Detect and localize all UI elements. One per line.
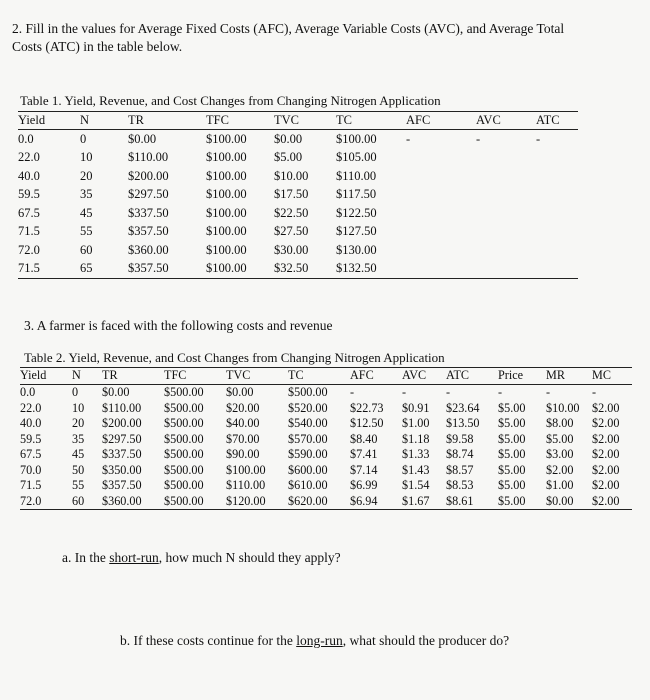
table-cell: 65 xyxy=(80,261,93,276)
table-cell: - xyxy=(592,385,597,400)
table-cell: $1.54 xyxy=(402,478,430,493)
table-cell: $17.50 xyxy=(274,187,309,202)
table-cell: $100.00 xyxy=(206,187,247,202)
table-cell xyxy=(406,149,476,168)
table-cell: $8.53 xyxy=(446,478,474,493)
table-cell: 67.5 xyxy=(20,447,42,462)
t1-header-tc: TC xyxy=(336,112,352,127)
question-b xyxy=(120,632,509,650)
table-cell: $127.50 xyxy=(336,224,377,239)
table-cell: $100.00 xyxy=(206,131,247,146)
table-cell xyxy=(536,241,578,260)
table-cell: $70.00 xyxy=(226,431,260,446)
table-cell: $500.00 xyxy=(164,478,204,493)
question-3: 3. A farmer is faced with the following costs and revenue xyxy=(24,318,333,333)
table-cell: $132.50 xyxy=(336,261,377,276)
t2-header-n: N xyxy=(72,368,81,382)
table-row xyxy=(18,130,578,149)
table-cell: $200.00 xyxy=(102,416,142,431)
table-cell: $0.00 xyxy=(274,131,303,146)
t2-header-mr: MR xyxy=(546,368,565,382)
table-cell xyxy=(406,260,476,279)
table-cell: $110.00 xyxy=(128,150,169,165)
table-cell: $122.50 xyxy=(336,205,377,220)
table-cell: $500.00 xyxy=(164,447,204,462)
table-row xyxy=(20,478,632,494)
table-cell xyxy=(536,260,578,279)
table-cell: 10 xyxy=(72,400,85,415)
table-cell xyxy=(406,167,476,186)
table-cell: $5.00 xyxy=(546,431,574,446)
t1-header-tr: TR xyxy=(128,112,144,127)
table-cell: $0.00 xyxy=(226,385,254,400)
table-cell: $90.00 xyxy=(226,447,260,462)
table-cell xyxy=(476,260,536,279)
table-cell: 59.5 xyxy=(18,187,40,202)
table-cell: $22.73 xyxy=(350,400,384,415)
table-cell xyxy=(406,186,476,205)
table-row xyxy=(20,447,632,463)
table-cell: $32.50 xyxy=(274,261,309,276)
t2-header-yield: Yield xyxy=(20,368,47,382)
table-cell: $357.50 xyxy=(102,478,142,493)
t1-header-n: N xyxy=(80,112,90,127)
table-cell xyxy=(406,223,476,242)
table-cell: $6.94 xyxy=(350,493,378,508)
table-cell xyxy=(476,167,536,186)
table-cell: $10.00 xyxy=(546,400,580,415)
table-cell: $3.00 xyxy=(546,447,574,462)
table-cell xyxy=(476,241,536,260)
table-row xyxy=(20,401,632,417)
table-cell: $13.50 xyxy=(446,416,480,431)
table-cell: $100.00 xyxy=(336,131,377,146)
table-1 xyxy=(18,111,578,279)
table-2-header-row xyxy=(20,368,632,385)
question-2-line-2: Costs (ATC) in the table below. xyxy=(12,39,183,54)
table-cell: 55 xyxy=(72,478,85,493)
table-cell xyxy=(476,149,536,168)
question-b-prefix: b. If these costs continue for the xyxy=(120,633,297,648)
table-cell: - xyxy=(498,385,503,400)
table-row xyxy=(20,385,632,401)
table-cell: 20 xyxy=(80,168,93,183)
table-cell: $5.00 xyxy=(498,400,526,415)
table-cell: $22.50 xyxy=(274,205,309,220)
t1-header-tfc: TFC xyxy=(206,112,229,127)
table-cell: $100.00 xyxy=(206,224,247,239)
table-cell: $0.00 xyxy=(128,131,157,146)
table-cell: - xyxy=(476,131,481,146)
table-cell: 22.0 xyxy=(20,400,42,415)
table-cell: $200.00 xyxy=(128,168,169,183)
table-row xyxy=(20,463,632,479)
table-cell: $8.61 xyxy=(446,493,474,508)
table-cell: 10 xyxy=(80,150,93,165)
table-1-body xyxy=(18,130,578,279)
table-cell: 59.5 xyxy=(20,431,42,446)
table-cell: 67.5 xyxy=(18,205,40,220)
table-row xyxy=(20,416,632,432)
table-cell: $540.00 xyxy=(288,416,328,431)
table-cell: $7.41 xyxy=(350,447,378,462)
table-cell: $2.00 xyxy=(592,431,620,446)
table-cell: $12.50 xyxy=(350,416,384,431)
table-cell: $297.50 xyxy=(128,187,169,202)
question-a-suffix: , how much N should they apply? xyxy=(158,550,341,565)
table-1-caption: Table 1. Yield, Revenue, and Cost Changes from Changing Nitrogen Application xyxy=(20,93,441,108)
table-cell: $130.00 xyxy=(336,242,377,257)
table-cell: $1.00 xyxy=(402,416,430,431)
t1-header-afc: AFC xyxy=(406,112,431,127)
question-b-term: long-run xyxy=(296,633,343,648)
table-cell: 40.0 xyxy=(20,416,42,431)
table-cell: 40.0 xyxy=(18,168,40,183)
table-cell: - xyxy=(350,385,355,400)
table-cell: $1.33 xyxy=(402,447,430,462)
table-cell: - xyxy=(546,385,551,400)
table-cell: $570.00 xyxy=(288,431,328,446)
table-cell: $6.99 xyxy=(350,478,378,493)
table-cell: 45 xyxy=(72,447,85,462)
table-cell: $350.00 xyxy=(102,462,142,477)
table-cell: $5.00 xyxy=(498,416,526,431)
table-cell: $500.00 xyxy=(164,431,204,446)
table-cell: 35 xyxy=(80,187,93,202)
table-cell: $2.00 xyxy=(592,416,620,431)
table-cell: $100.00 xyxy=(226,462,266,477)
table-cell: $110.00 xyxy=(336,168,377,183)
table-cell: $1.18 xyxy=(402,431,430,446)
table-cell xyxy=(536,149,578,168)
table-cell: $5.00 xyxy=(498,447,526,462)
table-cell: 55 xyxy=(80,224,93,239)
table-cell: 60 xyxy=(80,242,93,257)
table-row xyxy=(18,241,578,260)
table-cell: $357.50 xyxy=(128,261,169,276)
table-cell: $117.50 xyxy=(336,187,377,202)
t1-header-yield: Yield xyxy=(18,112,46,127)
table-cell: - xyxy=(536,131,541,146)
table-cell: $100.00 xyxy=(206,205,247,220)
table-cell: $23.64 xyxy=(446,400,480,415)
table-cell: $2.00 xyxy=(592,462,620,477)
table-cell: 60 xyxy=(72,493,85,508)
t2-header-price: Price xyxy=(498,368,524,382)
table-row xyxy=(18,204,578,223)
table-cell: $100.00 xyxy=(206,150,247,165)
table-cell: 0 xyxy=(80,131,87,146)
table-cell: $100.00 xyxy=(206,168,247,183)
table-cell: $610.00 xyxy=(288,478,328,493)
table-cell: - xyxy=(446,385,451,400)
table-cell: $5.00 xyxy=(498,493,526,508)
table-cell: $337.50 xyxy=(102,447,142,462)
table-row xyxy=(20,494,632,510)
table-cell: $500.00 xyxy=(164,400,204,415)
table-cell xyxy=(476,204,536,223)
t2-header-tvc: TVC xyxy=(226,368,251,382)
table-cell: $1.67 xyxy=(402,493,430,508)
table-cell: $105.00 xyxy=(336,150,377,165)
table-cell: $110.00 xyxy=(102,400,142,415)
table-cell: $20.00 xyxy=(226,400,260,415)
table-cell: $5.00 xyxy=(498,462,526,477)
table-cell: $2.00 xyxy=(546,462,574,477)
table-cell: $8.00 xyxy=(546,416,574,431)
t2-header-tr: TR xyxy=(102,368,118,382)
table-cell: $10.00 xyxy=(274,168,309,183)
table-row xyxy=(18,167,578,186)
table-cell: 35 xyxy=(72,431,85,446)
table-cell: $500.00 xyxy=(164,416,204,431)
table-cell: $5.00 xyxy=(274,150,303,165)
table-cell xyxy=(536,223,578,242)
table-cell: $500.00 xyxy=(164,462,204,477)
table-cell: $500.00 xyxy=(164,385,204,400)
table-cell: 0.0 xyxy=(20,385,36,400)
table-cell: 0.0 xyxy=(18,131,34,146)
table-cell: $100.00 xyxy=(206,261,247,276)
table-2 xyxy=(20,367,632,510)
table-row xyxy=(18,260,578,279)
table-cell: 70.0 xyxy=(20,462,42,477)
table-cell: $600.00 xyxy=(288,462,328,477)
table-cell: 71.5 xyxy=(18,261,40,276)
table-cell: 71.5 xyxy=(20,478,42,493)
table-cell: $500.00 xyxy=(288,385,328,400)
table-cell: $2.00 xyxy=(592,447,620,462)
table-cell: $120.00 xyxy=(226,493,266,508)
table-cell: $1.00 xyxy=(546,478,574,493)
table-cell xyxy=(536,186,578,205)
question-2-line-1: 2. Fill in the values for Average Fixed Costs (AFC), Average Variable Costs (AVC), and Average Total xyxy=(12,21,565,36)
table-cell: 20 xyxy=(72,416,85,431)
table-cell: $0.00 xyxy=(102,385,130,400)
table-row xyxy=(20,432,632,448)
table-cell: $297.50 xyxy=(102,431,142,446)
table-cell: $360.00 xyxy=(102,493,142,508)
table-cell: $5.00 xyxy=(498,431,526,446)
table-row xyxy=(18,149,578,168)
table-cell: $0.91 xyxy=(402,400,430,415)
table-cell: $30.00 xyxy=(274,242,309,257)
table-cell xyxy=(476,186,536,205)
table-cell: 45 xyxy=(80,205,93,220)
t2-header-tc: TC xyxy=(288,368,304,382)
t2-header-afc: AFC xyxy=(350,368,374,382)
table-cell: $0.00 xyxy=(546,493,574,508)
table-cell: $2.00 xyxy=(592,478,620,493)
question-a xyxy=(62,549,341,567)
table-2-caption: Table 2. Yield, Revenue, and Cost Changes from Changing Nitrogen Application xyxy=(24,350,445,365)
table-cell: 22.0 xyxy=(18,150,40,165)
table-cell: $7.14 xyxy=(350,462,378,477)
table-cell xyxy=(536,204,578,223)
table-cell: $620.00 xyxy=(288,493,328,508)
table-cell: $2.00 xyxy=(592,493,620,508)
table-cell: $590.00 xyxy=(288,447,328,462)
table-cell: 72.0 xyxy=(20,493,42,508)
question-a-prefix: a. In the xyxy=(62,550,110,565)
table-2-body xyxy=(20,385,632,510)
question-2 xyxy=(12,20,622,56)
table-cell: $360.00 xyxy=(128,242,169,257)
table-cell: $8.40 xyxy=(350,431,378,446)
table-cell: $500.00 xyxy=(164,493,204,508)
table-cell xyxy=(406,204,476,223)
table-cell: - xyxy=(406,131,411,146)
table-cell xyxy=(536,167,578,186)
table-cell: $357.50 xyxy=(128,224,169,239)
table-cell: 0 xyxy=(72,385,79,400)
table-cell xyxy=(476,223,536,242)
table-cell: $5.00 xyxy=(498,478,526,493)
question-b-suffix: , what should the producer do? xyxy=(342,633,510,648)
table-cell: $2.00 xyxy=(592,400,620,415)
t2-header-mc: MC xyxy=(592,368,611,382)
table-cell: $110.00 xyxy=(226,478,266,493)
table-cell: $40.00 xyxy=(226,416,260,431)
t2-header-tfc: TFC xyxy=(164,368,187,382)
t1-header-avc: AVC xyxy=(476,112,501,127)
table-cell: $100.00 xyxy=(206,242,247,257)
table-cell: $27.50 xyxy=(274,224,309,239)
table-cell: 72.0 xyxy=(18,242,40,257)
table-cell: $1.43 xyxy=(402,462,430,477)
table-cell: - xyxy=(402,385,407,400)
table-1-header-row xyxy=(18,112,578,130)
table-row xyxy=(18,223,578,242)
t1-header-atc: ATC xyxy=(536,112,560,127)
table-cell xyxy=(406,241,476,260)
table-cell: $337.50 xyxy=(128,205,169,220)
table-row xyxy=(18,186,578,205)
table-cell: $520.00 xyxy=(288,400,328,415)
table-cell: 50 xyxy=(72,462,85,477)
table-cell: $9.58 xyxy=(446,431,474,446)
table-cell: $8.74 xyxy=(446,447,474,462)
table-cell: $8.57 xyxy=(446,462,474,477)
question-a-term: short-run xyxy=(109,550,159,565)
t1-header-tvc: TVC xyxy=(274,112,299,127)
table-cell: 71.5 xyxy=(18,224,40,239)
t2-header-atc: ATC xyxy=(446,368,470,382)
t2-header-avc: AVC xyxy=(402,368,427,382)
